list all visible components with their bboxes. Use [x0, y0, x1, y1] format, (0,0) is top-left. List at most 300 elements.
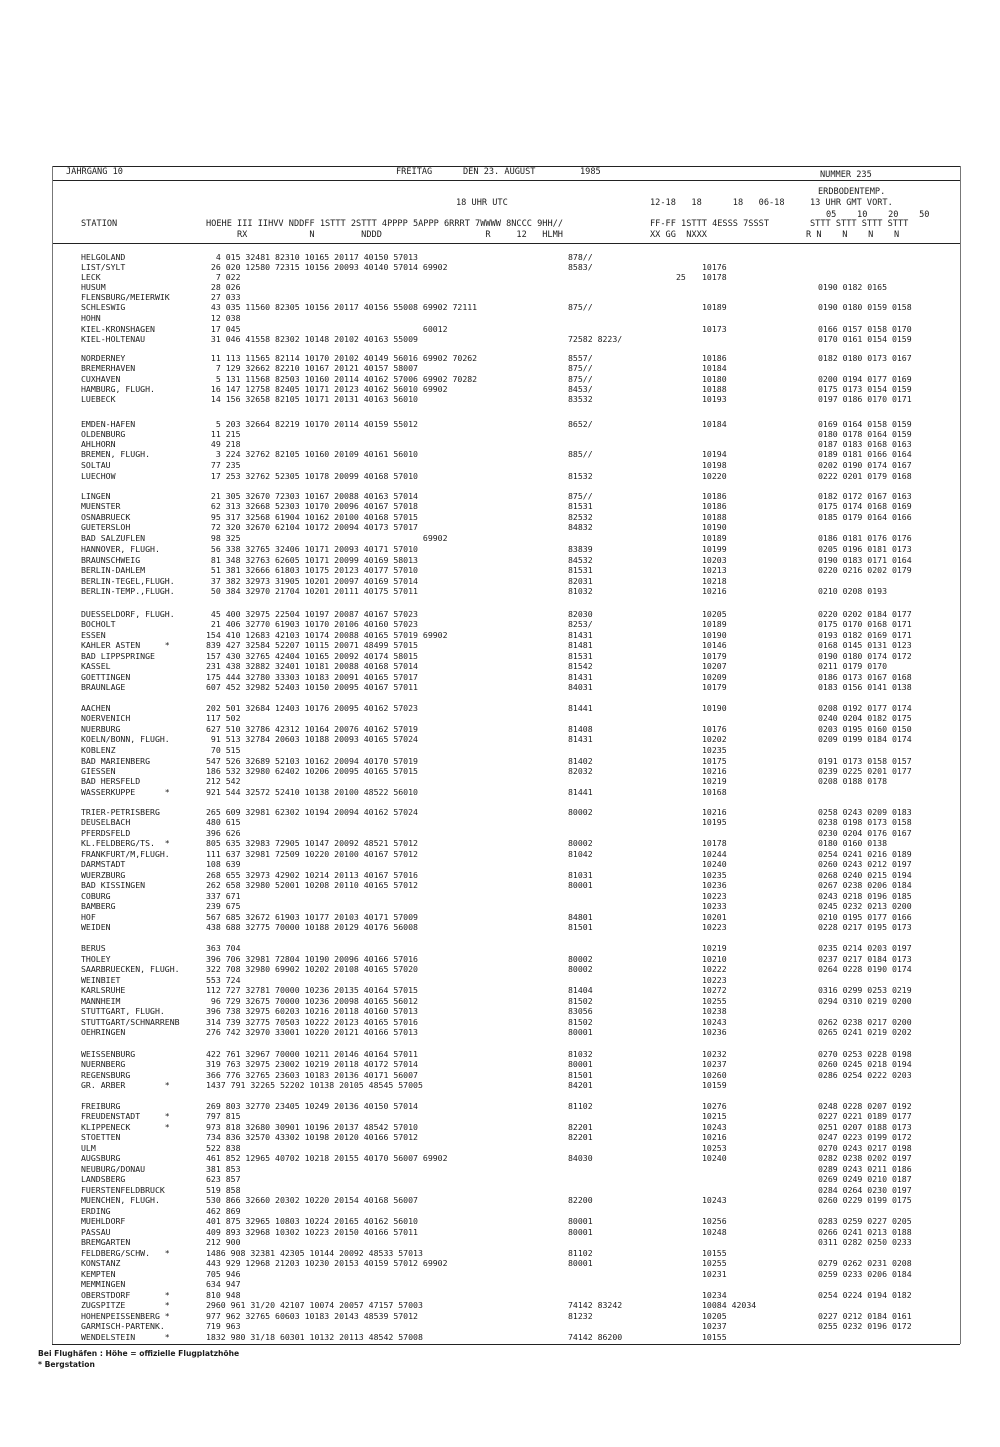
- station-name: BAMBERG: [81, 901, 116, 911]
- max-temp: 10193: [702, 394, 727, 404]
- max-temp: 10248: [702, 1227, 727, 1237]
- max-temp: 10236: [702, 880, 727, 890]
- station-name: MANNHEIM: [81, 996, 121, 1006]
- synop-codes: 1437 791 32265 52202 10138 20105 48545 57005: [206, 1080, 423, 1090]
- soil-temps: 0270 0253 0228 0198: [818, 1049, 912, 1059]
- cloud-code: 80001: [568, 880, 593, 890]
- synop-codes: 519 858: [206, 1185, 241, 1195]
- max-temp: 10178: [702, 272, 727, 282]
- synop-codes: 98 325 69902: [206, 533, 448, 543]
- soil-temps: 0238 0198 0173 0158: [818, 817, 912, 827]
- synop-codes: 95 317 32568 61904 10162 20100 40168 57015: [206, 512, 418, 522]
- synop-codes: 363 704: [206, 943, 241, 953]
- max-temp: 10168: [702, 787, 727, 797]
- max-temp: 10243: [702, 1122, 727, 1132]
- station-name: GUETERSLOH: [81, 522, 131, 532]
- soil-temps: 0258 0243 0209 0183: [818, 807, 912, 817]
- cloud-code: 80001: [568, 1258, 593, 1268]
- synop-codes: 43 035 11560 82305 10156 20117 40156 55008 69902 72111: [206, 302, 478, 312]
- cloud-code: 81404: [568, 985, 593, 995]
- synop-codes: 62 313 32668 52303 10170 20096 40167 57018: [206, 501, 418, 511]
- synop-codes: 11 113 11565 82114 10170 20102 40149 56016 69902 70262: [206, 353, 478, 363]
- cloud-code: 74142 83242: [568, 1300, 623, 1310]
- max-temp: 10223: [702, 891, 727, 901]
- station-name: MUENSTER: [81, 501, 121, 511]
- synop-codes: 461 852 12965 40702 10218 20155 40170 56007 69902: [206, 1153, 448, 1163]
- cloud-code: 81431: [568, 672, 593, 682]
- synop-codes: 973 818 32680 30901 10196 20137 48542 57010: [206, 1122, 418, 1132]
- soil-temps: 0202 0190 0174 0167: [818, 460, 912, 470]
- soil-temps: 0208 0188 0178: [818, 776, 888, 786]
- synop-codes: 634 947: [206, 1279, 241, 1289]
- soil-temps: 0294 0310 0219 0200: [818, 996, 912, 1006]
- cloud-code: 80001: [568, 1227, 593, 1237]
- synop-codes: 17 253 32762 52305 10178 20099 40168 57010: [206, 471, 418, 481]
- synop-codes: 443 929 12968 21203 10230 20153 40159 57012 69902: [206, 1258, 448, 1268]
- soil-temps: 0254 0224 0194 0182: [818, 1290, 912, 1300]
- station-name: DUESSELDORF, FLUGH.: [81, 609, 175, 619]
- synop-codes: 366 776 32765 23603 10183 20136 40171 56007: [206, 1070, 418, 1080]
- soil-temps: 0240 0204 0182 0175: [818, 713, 912, 723]
- max-temp: 10176: [702, 262, 727, 272]
- station-name: BAD HERSFELD: [81, 776, 141, 786]
- synop-codes: 5 131 11568 82503 10160 20114 40162 57006 69902 70282: [206, 374, 478, 384]
- max-temp: 10176: [702, 724, 727, 734]
- max-temp: 10190: [702, 703, 727, 713]
- soil-temps: 0180 0178 0164 0159: [818, 429, 912, 439]
- station-name: BAD MARIENBERG: [81, 756, 151, 766]
- footnote-mountain: * Bergstation: [38, 1360, 95, 1369]
- soil-temps: 0175 0170 0168 0171: [818, 619, 912, 629]
- max-temp: 10159: [702, 1080, 727, 1090]
- synop-codes: 396 706 32981 72804 10190 20096 40166 57016: [206, 954, 418, 964]
- synop-codes: 705 946: [206, 1269, 241, 1279]
- soil-temps: 0283 0259 0227 0205: [818, 1216, 912, 1226]
- station-name: NORDERNEY: [81, 353, 126, 363]
- station-name: FRANKFURT/M,FLUGH.: [81, 849, 170, 859]
- cloud-code: 8253/: [568, 619, 593, 629]
- station-name: BOCHOLT: [81, 619, 116, 629]
- max-temp: 10255: [702, 996, 727, 1006]
- station-name: STUTTGART, FLUGH.: [81, 1006, 165, 1016]
- station-name: GR. ARBER *: [81, 1080, 170, 1090]
- synop-codes: 11 215: [206, 429, 241, 439]
- cloud-code: 878//: [568, 252, 593, 262]
- max-temp: 10184: [702, 419, 727, 429]
- max-temp: 10255: [702, 1258, 727, 1268]
- right-heading-3: XX GG NXXX: [650, 230, 707, 240]
- cloud-code: 81032: [568, 1049, 593, 1059]
- cloud-code: 80002: [568, 807, 593, 817]
- max-temp: 10202: [702, 734, 727, 744]
- soil-temps: 0220 0216 0202 0179: [818, 565, 912, 575]
- synop-codes: 797 815: [206, 1111, 241, 1121]
- station-name: WEIDEN: [81, 922, 111, 932]
- soil-temps: 0260 0229 0199 0175: [818, 1195, 912, 1205]
- synop-codes: 28 026: [206, 282, 241, 292]
- station-name: WENDELSTEIN *: [81, 1332, 170, 1342]
- synop-codes: 7 022: [206, 272, 241, 282]
- max-temp: 10213: [702, 565, 727, 575]
- cloud-code: 8453/: [568, 384, 593, 394]
- synop-codes: 319 763 32975 23002 10219 20118 40172 57014: [206, 1059, 418, 1069]
- nummer-label: NUMMER 235: [820, 170, 872, 180]
- soil-temps: 0227 0212 0184 0161: [818, 1311, 912, 1321]
- max-temp: 10240: [702, 1153, 727, 1163]
- cloud-code: 81501: [568, 1070, 593, 1080]
- soil-temps: 0187 0183 0168 0163: [818, 439, 912, 449]
- synop-codes: 977 962 32765 60603 10183 20143 48539 57012: [206, 1311, 418, 1321]
- station-name: BAD KISSINGEN: [81, 880, 146, 890]
- max-temp: 10199: [702, 544, 727, 554]
- station-name: NUERNBERG: [81, 1059, 126, 1069]
- synop-codes: 72 320 32670 62104 10172 20094 40173 57017: [206, 522, 418, 532]
- cloud-code: 84201: [568, 1080, 593, 1090]
- synop-codes: 1486 908 32381 42305 10144 20092 48533 57013: [206, 1248, 423, 1258]
- max-temp: 10219: [702, 776, 727, 786]
- soil-temps: 0311 0282 0250 0233: [818, 1237, 912, 1247]
- max-temp: 10201: [702, 912, 727, 922]
- cloud-code: 82030: [568, 609, 593, 619]
- right-frame: [960, 166, 961, 1344]
- soil-temps: 0220 0202 0184 0177: [818, 609, 912, 619]
- station-name: KOELN/BONN, FLUGH.: [81, 734, 170, 744]
- station-name: FREIBURG: [81, 1101, 121, 1111]
- station-name: OSNABRUECK: [81, 512, 131, 522]
- cloud-code: 81102: [568, 1248, 593, 1258]
- max-temp: 10218: [702, 576, 727, 586]
- synop-codes: 401 875 32965 10803 10224 20165 40162 56010: [206, 1216, 418, 1226]
- cloud-code: 80001: [568, 1027, 593, 1037]
- max-temp: 10209: [702, 672, 727, 682]
- synop-codes: 422 761 32967 70000 10211 20146 40164 57011: [206, 1049, 418, 1059]
- soil-temps: 0168 0145 0131 0123: [818, 640, 912, 650]
- max-temp: 10178: [702, 838, 727, 848]
- soil-temps: 0239 0225 0201 0177: [818, 766, 912, 776]
- soil-temps: 0169 0164 0158 0159: [818, 419, 912, 429]
- cloud-code: 72582 8223/: [568, 334, 623, 344]
- cloud-code: 82200: [568, 1195, 593, 1205]
- synop-codes: 45 400 32975 22504 10197 20087 40167 57023: [206, 609, 418, 619]
- synop-codes: 810 948: [206, 1290, 241, 1300]
- soil-temps: 0230 0204 0176 0167: [818, 828, 912, 838]
- soil-temps: 0186 0173 0167 0168: [818, 672, 912, 682]
- synop-codes: 381 853: [206, 1164, 241, 1174]
- soil-temps: 0190 0180 0174 0172: [818, 651, 912, 661]
- station-name: BRAUNLAGE: [81, 682, 126, 692]
- max-temp: 10215: [702, 1111, 727, 1121]
- synop-codes: 212 900: [206, 1237, 241, 1247]
- soil-temps: 0251 0207 0188 0173: [818, 1122, 912, 1132]
- station-name: BERUS: [81, 943, 106, 953]
- synop-codes: 212 542: [206, 776, 241, 786]
- cloud-code: 875//: [568, 374, 593, 384]
- cloud-code: 81102: [568, 1101, 593, 1111]
- station-name: KLIPPENECK *: [81, 1122, 170, 1132]
- synop-codes: 2960 961 31/20 42107 10074 20057 47157 57003: [206, 1300, 423, 1310]
- cloud-code: 80002: [568, 838, 593, 848]
- synop-codes: 522 838: [206, 1143, 241, 1153]
- max-temp: 10216: [702, 586, 727, 596]
- synop-codes: 175 444 32780 33303 10183 20091 40165 57017: [206, 672, 418, 682]
- soil-temps: 0264 0228 0190 0174: [818, 964, 912, 974]
- synop-codes: 734 836 32570 43302 10198 20120 40166 57012: [206, 1132, 418, 1142]
- soil-temps: 0316 0299 0253 0219: [818, 985, 912, 995]
- max-temp: 10243: [702, 1195, 727, 1205]
- synop-codes: 202 501 32684 12403 10176 20095 40162 57023: [206, 703, 418, 713]
- station-name: LECK: [81, 272, 101, 282]
- synop-codes: 154 410 12683 42103 10174 20088 40165 57019 69902: [206, 630, 448, 640]
- synop-codes: 157 430 32765 42404 10165 20092 40174 58015: [206, 651, 418, 661]
- synop-codes: 607 452 32982 52403 10150 20095 40167 57011: [206, 682, 418, 692]
- station-name: BREMGARTEN: [81, 1237, 131, 1247]
- wind-gust: 25: [676, 272, 686, 282]
- soil-temps: 0267 0238 0206 0184: [818, 880, 912, 890]
- depth-labels: 05 10 20 50: [826, 210, 930, 220]
- station-name: BAD SALZUFLEN: [81, 533, 146, 543]
- synop-codes: 627 510 32786 42312 10164 20076 40162 57019: [206, 724, 418, 734]
- max-temp: 10216: [702, 766, 727, 776]
- station-name: STUTTGART/SCHNARRENB: [81, 1017, 180, 1027]
- synop-codes: 17 045 60012: [206, 324, 448, 334]
- synop-codes: 839 427 32584 52207 10115 20071 48499 57015: [206, 640, 418, 650]
- soil-temps: 0209 0199 0184 0174: [818, 734, 912, 744]
- station-name: BAD LIPPSPRINGE: [81, 651, 155, 661]
- soil-temps: 0260 0245 0218 0194: [818, 1059, 912, 1069]
- soil-temps: 0248 0228 0207 0192: [818, 1101, 912, 1111]
- synop-codes: 16 147 12758 82405 10171 20123 40162 56010 69902: [206, 384, 448, 394]
- bottom-rule: [52, 1344, 960, 1345]
- station-name: GARMISCH-PARTENK.: [81, 1321, 165, 1331]
- synop-codes: 14 156 32658 82105 10171 20131 40163 56010: [206, 394, 418, 404]
- soil-temps: 0282 0238 0202 0197: [818, 1153, 912, 1163]
- max-temp: 10155: [702, 1248, 727, 1258]
- cloud-code: 81441: [568, 787, 593, 797]
- synop-codes: 262 658 32980 52001 10208 20110 40165 57012: [206, 880, 418, 890]
- cloud-code: 82201: [568, 1132, 593, 1142]
- soil-temps: 0185 0179 0164 0166: [818, 512, 912, 522]
- synop-codes: 396 626: [206, 828, 241, 838]
- synop-codes: 337 671: [206, 891, 241, 901]
- cloud-code: 8652/: [568, 419, 593, 429]
- cloud-code: 875//: [568, 363, 593, 373]
- synop-codes: 268 655 32973 42902 10214 20113 40167 57016: [206, 870, 418, 880]
- station-name: KARLSRUHE: [81, 985, 126, 995]
- max-temp: 10220: [702, 471, 727, 481]
- cloud-code: 885//: [568, 449, 593, 459]
- station-name: FELDBERG/SCHW. *: [81, 1248, 170, 1258]
- max-temp: 10084 42034: [702, 1300, 757, 1310]
- soil-temps: 0203 0195 0160 0150: [818, 724, 912, 734]
- cloud-code: 80001: [568, 1216, 593, 1226]
- station-name: FUERSTENFELDBRUCK: [81, 1185, 165, 1195]
- max-temp: 10205: [702, 1311, 727, 1321]
- station-name: PFERDSFELD: [81, 828, 131, 838]
- cloud-code: 84801: [568, 912, 593, 922]
- soil-temps: 0237 0217 0184 0173: [818, 954, 912, 964]
- soil-temps: 0245 0232 0213 0200: [818, 901, 912, 911]
- soil-temps: 0286 0254 0222 0203: [818, 1070, 912, 1080]
- station-name: WUERZBURG: [81, 870, 126, 880]
- max-temp: 10237: [702, 1059, 727, 1069]
- max-temp: 10222: [702, 964, 727, 974]
- max-temp: 10243: [702, 1017, 727, 1027]
- station-name: DARMSTADT: [81, 859, 126, 869]
- max-temp: 10231: [702, 1269, 727, 1279]
- station-name: KASSEL: [81, 661, 111, 671]
- station-name: BERLIN-TEMP.,FLUGH.: [81, 586, 175, 596]
- station-name: GOETTINGEN: [81, 672, 131, 682]
- cloud-code: 81531: [568, 565, 593, 575]
- soil-temps: 0189 0181 0166 0164: [818, 449, 912, 459]
- synop-codes: 37 382 32973 31905 10201 20097 40169 57014: [206, 576, 418, 586]
- station-name: NOERVENICH: [81, 713, 131, 723]
- right-heading-1: 12-18 18 18 06-18: [650, 198, 785, 208]
- max-temp: 10235: [702, 745, 727, 755]
- station-name: BERLIN-TEGEL,FLUGH.: [81, 576, 175, 586]
- synop-codes: 239 675: [206, 901, 241, 911]
- max-temp: 10173: [702, 324, 727, 334]
- jahrgang-label: JAHRGANG 10: [66, 167, 123, 177]
- soil-temps: 0262 0238 0217 0200: [818, 1017, 912, 1027]
- soil-temps: 0191 0173 0158 0157: [818, 756, 912, 766]
- max-temp: 10256: [702, 1216, 727, 1226]
- station-name: BREMERHAVEN: [81, 363, 136, 373]
- cloud-code: 81481: [568, 640, 593, 650]
- soil-temps: 0205 0196 0181 0173: [818, 544, 912, 554]
- synop-codes: 108 639: [206, 859, 241, 869]
- station-name: AUGSBURG: [81, 1153, 121, 1163]
- soil-temps: 0166 0157 0158 0170: [818, 324, 912, 334]
- station-name: HAMBURG, FLUGH.: [81, 384, 155, 394]
- station-name: KL.FELDBERG/TS. *: [81, 838, 170, 848]
- synop-codes: 21 305 32670 72303 10167 20088 40163 57014: [206, 491, 418, 501]
- max-temp: 10194: [702, 449, 727, 459]
- cloud-code: 80002: [568, 954, 593, 964]
- synop-codes: 31 046 41558 82302 10148 20102 40163 55009: [206, 334, 418, 344]
- max-temp: 10272: [702, 985, 727, 995]
- station-name: ERDING: [81, 1206, 111, 1216]
- cloud-code: 80001: [568, 1059, 593, 1069]
- station-name: HUSUM: [81, 282, 106, 292]
- cloud-code: 8557/: [568, 353, 593, 363]
- cloud-code: 81531: [568, 651, 593, 661]
- cloud-code: 82532: [568, 512, 593, 522]
- station-heading: STATION: [81, 219, 118, 229]
- station-name: LUECHOW: [81, 471, 116, 481]
- max-temp: 10184: [702, 363, 727, 373]
- station-name: KIEL-HOLTENAU: [81, 334, 146, 344]
- station-name: KOBLENZ: [81, 745, 116, 755]
- station-name: KEMPTEN: [81, 1269, 116, 1279]
- max-temp: 10203: [702, 555, 727, 565]
- max-temp: 10240: [702, 859, 727, 869]
- cloud-code: 81441: [568, 703, 593, 713]
- cloud-code: 81502: [568, 996, 593, 1006]
- synop-codes: 409 893 32968 10302 10223 20150 40166 57011: [206, 1227, 418, 1237]
- max-temp: 10195: [702, 817, 727, 827]
- soil-temps: 0208 0192 0177 0174: [818, 703, 912, 713]
- synop-codes: 7 129 32662 82210 10167 20121 40157 58007: [206, 363, 418, 373]
- synop-codes: 921 544 32572 52410 10138 20100 48522 56010: [206, 787, 418, 797]
- cloud-code: 84031: [568, 682, 593, 692]
- max-temp: 10210: [702, 954, 727, 964]
- max-temp: 10232: [702, 1049, 727, 1059]
- soil-temps: 0284 0264 0230 0197: [818, 1185, 912, 1195]
- cloud-code: 80002: [568, 964, 593, 974]
- year-label: 1985: [580, 167, 601, 177]
- max-temp: 10179: [702, 651, 727, 661]
- synop-codes: 1832 980 31/18 60301 10132 20113 48542 57008: [206, 1332, 423, 1342]
- soil-temps: 0254 0241 0216 0189: [818, 849, 912, 859]
- left-frame: [52, 166, 53, 1344]
- soil-temps: 0259 0233 0206 0184: [818, 1269, 912, 1279]
- cloud-code: 82031: [568, 576, 593, 586]
- station-name: KAHLER ASTEN *: [81, 640, 170, 650]
- max-temp: 10188: [702, 384, 727, 394]
- station-name: FREUDENSTADT *: [81, 1111, 170, 1121]
- soil-temps: 0222 0201 0179 0168: [818, 471, 912, 481]
- max-temp: 10179: [702, 682, 727, 692]
- soil-temps: 0247 0223 0199 0172: [818, 1132, 912, 1142]
- soil-temps: 0235 0214 0203 0197: [818, 943, 912, 953]
- station-name: PASSAU: [81, 1227, 111, 1237]
- soil-temps: 0270 0243 0217 0198: [818, 1143, 912, 1153]
- synop-codes: 50 384 32970 21704 10201 20111 40175 57011: [206, 586, 418, 596]
- station-name: HOHN: [81, 313, 101, 323]
- cloud-code: 83839: [568, 544, 593, 554]
- max-temp: 10189: [702, 533, 727, 543]
- soil-temps: 0255 0232 0196 0172: [818, 1321, 912, 1331]
- station-name: BREMEN, FLUGH.: [81, 449, 151, 459]
- max-temp: 10276: [702, 1101, 727, 1111]
- station-name: REGENSBURG: [81, 1070, 131, 1080]
- station-name: AHLHORN: [81, 439, 116, 449]
- max-temp: 10205: [702, 609, 727, 619]
- cloud-code: 81402: [568, 756, 593, 766]
- cloud-code: 84832: [568, 522, 593, 532]
- soil-temps: 0260 0243 0212 0197: [818, 859, 912, 869]
- station-name: HELGOLAND: [81, 252, 126, 262]
- synop-codes: 547 526 32689 52103 10162 20094 40170 57019: [206, 756, 418, 766]
- date-label: DEN 23. AUGUST: [463, 167, 536, 177]
- nnnn-heading: R N N N N: [806, 230, 900, 240]
- cloud-code: 82032: [568, 766, 593, 776]
- synop-codes: 480 615: [206, 817, 241, 827]
- erdboden-time: 13 UHR GMT VORT.: [810, 198, 893, 208]
- max-temp: 10186: [702, 501, 727, 511]
- soil-temps: 0170 0161 0154 0159: [818, 334, 912, 344]
- synop-codes: 12 038: [206, 313, 241, 323]
- station-name: WEISSENBURG: [81, 1049, 136, 1059]
- max-temp: 10207: [702, 661, 727, 671]
- max-temp: 10186: [702, 491, 727, 501]
- soil-temps: 0268 0240 0215 0194: [818, 870, 912, 880]
- max-temp: 10180: [702, 374, 727, 384]
- station-name: THOLEY: [81, 954, 111, 964]
- station-name: NEUBURG/DONAU: [81, 1164, 146, 1174]
- soil-temps: 0182 0180 0173 0167: [818, 353, 912, 363]
- station-name: LIST/SYLT: [81, 262, 126, 272]
- synop-codes: 322 708 32980 69902 10202 20108 40165 57020: [206, 964, 418, 974]
- synop-codes: 56 338 32765 32406 10171 20093 40171 57010: [206, 544, 418, 554]
- erdboden-title: ERDBODENTEMP.: [818, 187, 886, 197]
- soil-temps: 0266 0241 0213 0188: [818, 1227, 912, 1237]
- synop-codes: 117 502: [206, 713, 241, 723]
- max-temp: 10216: [702, 807, 727, 817]
- cloud-code: 81032: [568, 586, 593, 596]
- cloud-code: 81532: [568, 471, 593, 481]
